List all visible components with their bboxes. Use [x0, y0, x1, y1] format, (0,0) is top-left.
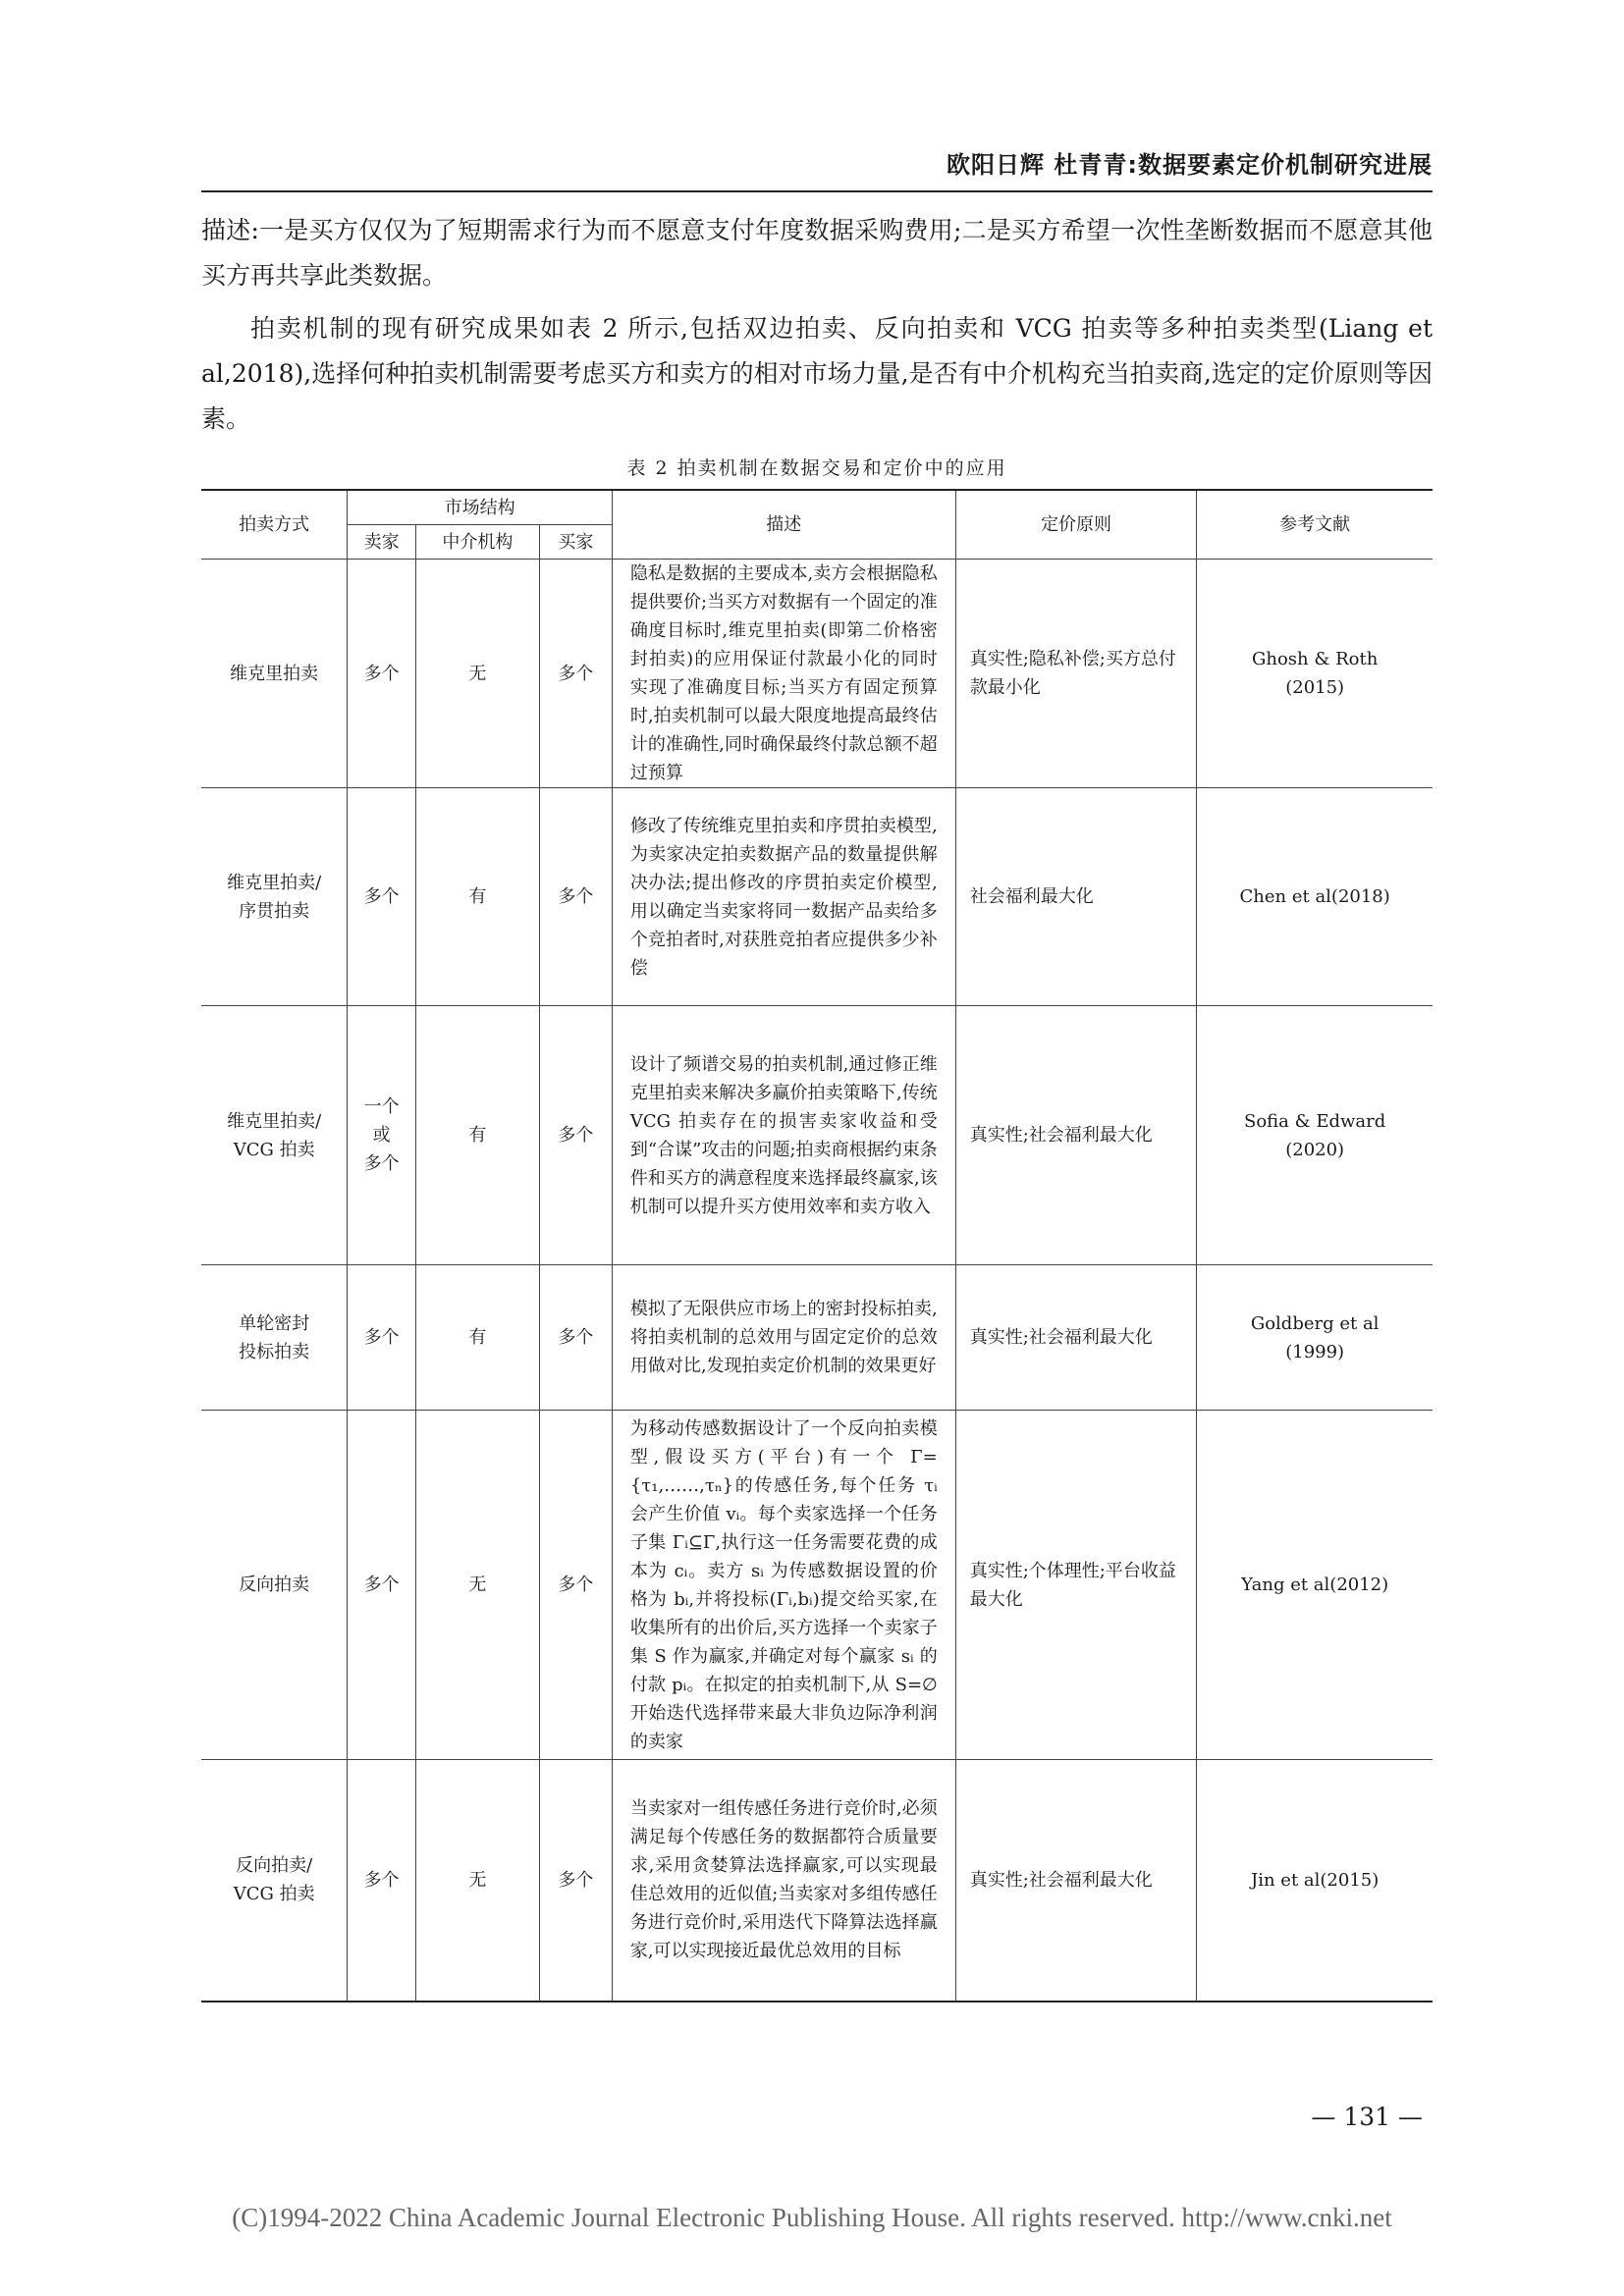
cell-method — [201, 1006, 348, 1265]
cell-buyer: 多个 — [539, 560, 612, 788]
cell-reference: Chen et al(2018) — [1197, 788, 1433, 1006]
header-intermediary: 中介机构 — [415, 525, 539, 560]
page-number: — 131 — — [1311, 2103, 1423, 2131]
cell-seller: 多个 — [348, 1760, 416, 2002]
cell-principle: 真实性;社会福利最大化 — [955, 1265, 1197, 1411]
cell-description: 模拟了无限供应市场上的密封投标拍卖,将拍卖机制的总效用与固定定价的总效用做对比,发现拍卖定价机制的效果更好 — [612, 1265, 955, 1411]
cell-description: 当卖家对一组传感任务进行竞价时,必须满足每个传感任务的数据都符合质量要求,采用贪婪算法选择赢家,可以实现最佳总效用的近似值;当卖家对多组传感任务进行竞价时,采用迭代下降算法选择赢家,可以实现接近最优总效用的目标 — [612, 1760, 955, 2002]
cell-method — [201, 1760, 348, 2002]
cell-seller — [348, 1006, 416, 1265]
method-line-1: 维克里拍卖/ — [227, 1110, 322, 1132]
header-reference: 参考文献 — [1197, 490, 1433, 560]
cell-intermediary: 无 — [415, 1760, 539, 2002]
seller-line-3: 多个 — [363, 1153, 400, 1174]
cell-seller: 多个 — [348, 560, 416, 788]
table-row — [201, 1760, 1433, 2002]
cell-principle: 真实性;个体理性;平台收益最大化 — [955, 1411, 1197, 1760]
method-line-2: 序贯拍卖 — [239, 900, 310, 922]
cell-reference — [1197, 1265, 1433, 1411]
cell-method — [201, 788, 348, 1006]
header-seller: 卖家 — [348, 525, 416, 560]
cell-seller: 多个 — [348, 788, 416, 1006]
cell-buyer: 多个 — [539, 1265, 612, 1411]
copyright-notice: (C)1994-2022 China Academic Journal Electronic Publishing House. All rights reserved. http://www.cnki.net — [232, 2203, 1392, 2232]
cell-method — [201, 1265, 348, 1411]
cell-description: 设计了频谱交易的拍卖机制,通过修正维克里拍卖来解决多赢价拍卖策略下,传统 VCG 拍卖存在的损害卖家收益和受到“合谋”攻击的问题;拍卖商根据约束条件和买方的满意程度来选择最终赢家,该机制可以提升买方使用效率和卖方收入 — [612, 1006, 955, 1265]
cell-principle: 真实性;隐私补偿;买方总付款最小化 — [955, 560, 1197, 788]
header-buyer: 买家 — [539, 525, 612, 560]
reference-author: Sofia & Edward — [1243, 1110, 1386, 1132]
header-market-structure: 市场结构 — [348, 490, 612, 525]
paragraph-2: 拍卖机制的现有研究成果如表 2 所示,包括双边拍卖、反向拍卖和 VCG 拍卖等多种拍卖类型(Liang et al,2018),选择何种拍卖机制需要考虑买方和卖方的相对市场力量,是否有中介机构充当拍卖商,选定的定价原则等因素。 — [201, 314, 1433, 433]
header-description: 描述 — [612, 490, 955, 560]
cell-intermediary: 无 — [415, 1411, 539, 1760]
cell-principle: 社会福利最大化 — [955, 788, 1197, 1006]
cell-method: 反向拍卖 — [201, 1411, 348, 1760]
cell-buyer: 多个 — [539, 1006, 612, 1265]
cell-reference: Jin et al(2015) — [1197, 1760, 1433, 2002]
method-line-1: 反向拍卖/ — [236, 1855, 313, 1877]
seller-line-1: 一个 — [363, 1096, 400, 1117]
reference-year: (2020) — [1285, 1139, 1345, 1160]
table-row — [201, 1006, 1433, 1265]
reference-year: (2015) — [1285, 677, 1345, 698]
cell-description: 为移动传感数据设计了一个反向拍卖模型,假设买方(平台)有一个 Γ={τ₁,……,τₙ}的传感任务,每个任务 τᵢ 会产生价值 vᵢ。每个卖家选择一个任务子集 Γᵢ⊆Γ,执行这一任务需要花费的成本为 cᵢ。卖方 sᵢ 为传感数据设置的价格为 bᵢ,并将投标(Γᵢ,bᵢ)提交给买家,在收集所有的出价后,买方选择一个卖家子集 S 作为赢家,并确定对每个赢家 sᵢ 的付款 pᵢ。在拟定的拍卖机制下,从 S=∅ 开始迭代选择带来最大非负边际净利润的卖家 — [612, 1411, 955, 1760]
reference-year: (1999) — [1285, 1341, 1345, 1362]
cell-principle: 真实性;社会福利最大化 — [955, 1760, 1197, 2002]
body-text — [201, 208, 1433, 450]
cell-buyer: 多个 — [539, 1411, 612, 1760]
header-rule — [201, 190, 1433, 192]
cell-reference — [1197, 560, 1433, 788]
method-line-2: 投标拍卖 — [239, 1341, 310, 1362]
reference-author: Ghosh & Roth — [1251, 649, 1379, 669]
cell-seller: 多个 — [348, 1265, 416, 1411]
cell-intermediary: 有 — [415, 788, 539, 1006]
reference-author: Goldberg et al — [1250, 1312, 1380, 1334]
method-line-2: VCG 拍卖 — [233, 1884, 315, 1905]
table-row — [201, 560, 1433, 788]
method-line-1: 维克里拍卖/ — [227, 872, 322, 893]
auction-table — [201, 489, 1433, 2002]
cell-intermediary: 有 — [415, 1006, 539, 1265]
cell-reference: Yang et al(2012) — [1197, 1411, 1433, 1760]
cell-description: 修改了传统维克里拍卖和序贯拍卖模型,为卖家决定拍卖数据产品的数量提供解决办法;提出修改的序贯拍卖定价模型,用以确定当卖家将同一数据产品卖给多个竞拍者时,对获胜竞拍者应提供多少补偿 — [612, 788, 955, 1006]
header-principle: 定价原则 — [955, 490, 1197, 560]
running-title: 欧阳日辉 杜青青:数据要素定价机制研究进展 — [947, 151, 1433, 179]
method-line-1: 单轮密封 — [239, 1312, 310, 1334]
table-caption: 表 2 拍卖机制在数据交易和定价中的应用 — [626, 457, 1007, 479]
cell-buyer: 多个 — [539, 1760, 612, 2002]
cell-method: 维克里拍卖 — [201, 560, 348, 788]
cell-intermediary: 无 — [415, 560, 539, 788]
table-row — [201, 1411, 1433, 1760]
cell-reference — [1197, 1006, 1433, 1265]
method-line-2: VCG 拍卖 — [233, 1139, 315, 1160]
table-row — [201, 788, 1433, 1006]
paragraph-1: 描述:一是买方仅仅为了短期需求行为而不愿意支付年度数据采购费用;二是买方希望一次性垄断数据而不愿意其他买方再共享此类数据。 — [201, 216, 1433, 290]
seller-line-2: 或 — [372, 1125, 391, 1146]
table-row — [201, 1265, 1433, 1411]
cell-buyer: 多个 — [539, 788, 612, 1006]
cell-principle: 真实性;社会福利最大化 — [955, 1006, 1197, 1265]
header-method: 拍卖方式 — [201, 490, 348, 560]
cell-seller: 多个 — [348, 1411, 416, 1760]
cell-intermediary: 有 — [415, 1265, 539, 1411]
cell-description: 隐私是数据的主要成本,卖方会根据隐私提供要价;当买方对数据有一个固定的准确度目标时,维克里拍卖(即第二价格密封拍卖)的应用保证付款最小化的同时实现了准确度目标;当买方有固定预算时,拍卖机制可以最大限度地提高最终估计的准确性,同时确保最终付款总额不超过预算 — [612, 560, 955, 788]
